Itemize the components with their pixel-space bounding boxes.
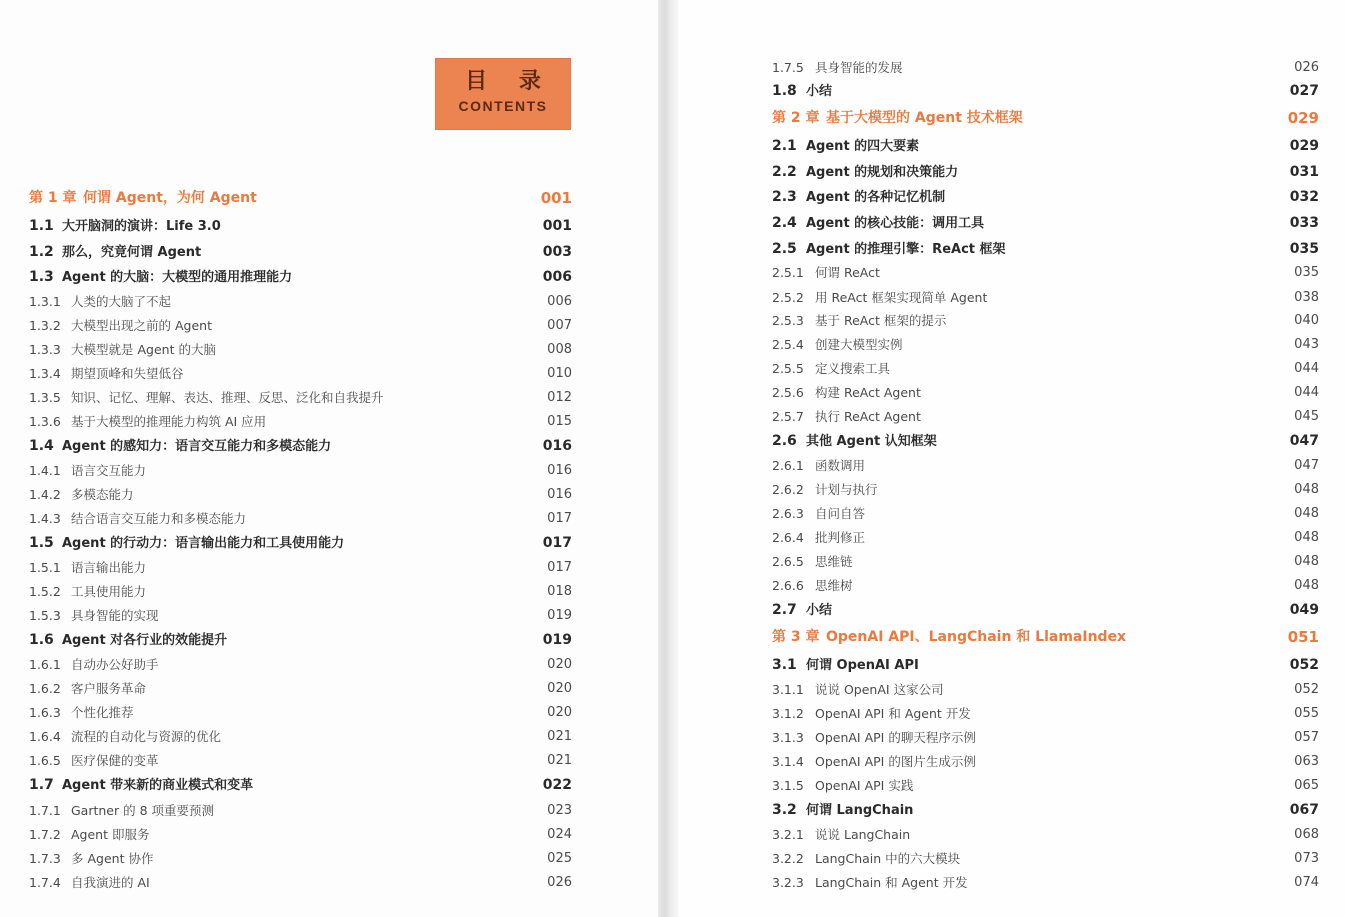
toc-page-number: 035 — [1294, 265, 1319, 280]
toc-subsection — [772, 334, 1319, 356]
toc-page-number: 017 — [547, 511, 572, 526]
toc-number: 2.5.1 — [772, 265, 804, 280]
toc-title: 说说 LangChain — [815, 827, 911, 842]
toc-subsection — [772, 848, 1319, 870]
toc-chapter — [772, 107, 1319, 129]
toc-title: 语言输出能力 — [71, 560, 147, 575]
toc-page-number: 065 — [1294, 778, 1319, 793]
toc-title: 函数调用 — [815, 458, 866, 473]
toc-number: 3.1.4 — [772, 754, 804, 769]
toc-section — [29, 435, 572, 457]
toc-title: 自问自答 — [815, 506, 866, 521]
toc-title: 小结 — [806, 603, 833, 618]
toc-number: 1.7.2 — [29, 827, 61, 842]
toc-title: 计划与执行 — [815, 482, 878, 497]
toc-subsection — [29, 848, 572, 870]
toc-number: 1.5 — [29, 535, 54, 551]
toc-number: 1.7 — [29, 777, 54, 793]
toc-subsection — [29, 363, 572, 385]
toc-subsection — [29, 291, 572, 313]
toc-page-number: 052 — [1289, 657, 1319, 673]
toc-number: 3.1.3 — [772, 730, 804, 745]
toc-subsection — [772, 775, 1319, 797]
toc-title: 创建大模型实例 — [815, 337, 903, 352]
contents-banner — [435, 58, 571, 130]
toc-subsection — [29, 654, 572, 676]
toc-title: Agent 的推理引擎：ReAct 框架 — [806, 242, 1006, 257]
toc-page-number: 074 — [1294, 875, 1319, 890]
toc-title: OpenAI API 实践 — [815, 778, 914, 793]
toc-page-number: 019 — [547, 608, 572, 623]
toc-number: 1.6.1 — [29, 657, 61, 672]
toc-section — [772, 80, 1319, 102]
toc-title: 说说 OpenAI 这家公司 — [815, 682, 944, 697]
toc-section — [772, 430, 1319, 452]
toc-subsection — [29, 702, 572, 724]
toc-title: 人类的大脑了不起 — [71, 294, 172, 309]
toc-page-number: 008 — [547, 342, 572, 357]
toc-page-number: 029 — [1289, 138, 1319, 154]
toc-subsection — [29, 315, 572, 337]
toc-page-number: 016 — [547, 463, 572, 478]
toc-number: 2.6.4 — [772, 530, 804, 545]
toc-number: 1.4 — [29, 438, 54, 454]
toc-page-number: 020 — [547, 681, 572, 696]
toc-section — [772, 186, 1319, 208]
toc-number: 1.7.4 — [29, 875, 61, 890]
toc-section — [29, 266, 572, 288]
toc-number: 1.3.5 — [29, 390, 61, 405]
toc-subsection — [772, 358, 1319, 380]
toc-subsection — [29, 678, 572, 700]
toc-number: 1.7.1 — [29, 803, 61, 818]
toc-section — [772, 161, 1319, 183]
toc-title: LangChain 中的六大模块 — [815, 851, 961, 866]
toc-number: 3.2.3 — [772, 875, 804, 890]
toc-page-number: 047 — [1294, 458, 1319, 473]
toc-subsection — [772, 455, 1319, 477]
toc-number: 3.1 — [772, 657, 797, 673]
toc-section — [772, 599, 1319, 621]
toc-number: 3.1.5 — [772, 778, 804, 793]
toc-page-number: 017 — [547, 560, 572, 575]
toc-page-number: 055 — [1294, 706, 1319, 721]
toc-number: 2.6.3 — [772, 506, 804, 521]
toc-number: 3.2.2 — [772, 851, 804, 866]
toc-page-number: 007 — [547, 318, 572, 333]
toc-page-number: 027 — [1289, 83, 1319, 99]
toc-title: 小结 — [806, 84, 833, 99]
toc-subsection — [772, 262, 1319, 284]
toc-page-number: 063 — [1294, 754, 1319, 769]
toc-page-number: 021 — [547, 753, 572, 768]
toc-number: 2.3 — [772, 189, 797, 205]
toc-title: Agent 对各行业的效能提升 — [62, 633, 228, 648]
toc-subsection — [29, 557, 572, 579]
toc-number: 2.5 — [772, 241, 797, 257]
toc-section — [29, 532, 572, 554]
toc-title: 医疗保健的变革 — [71, 753, 159, 768]
toc-number: 2.2 — [772, 164, 797, 180]
toc-number: 2.5.5 — [772, 361, 804, 376]
toc-number: 1.5.1 — [29, 560, 61, 575]
toc-chapter — [29, 187, 572, 209]
toc-page-number: 003 — [542, 244, 572, 260]
toc-title: 基于 ReAct 框架的提示 — [815, 313, 947, 328]
toc-number: 1.3.6 — [29, 414, 61, 429]
toc-subsection — [29, 508, 572, 530]
toc-subsection — [772, 751, 1319, 773]
toc-subsection — [772, 575, 1319, 597]
toc-page-number: 015 — [547, 414, 572, 429]
toc-number: 2.5.3 — [772, 313, 804, 328]
toc-title: 大开脑洞的演讲：Life 3.0 — [62, 219, 221, 234]
toc-subsection — [772, 382, 1319, 404]
toc-page-number: 038 — [1294, 290, 1319, 305]
toc-page-number: 031 — [1289, 164, 1319, 180]
toc-number: 2.4 — [772, 215, 797, 231]
toc-page-number: 020 — [547, 705, 572, 720]
toc-page-number: 012 — [547, 390, 572, 405]
toc-subsection — [29, 484, 572, 506]
toc-page-number: 029 — [1287, 109, 1319, 127]
toc-number: 1.6.5 — [29, 753, 61, 768]
right-page — [678, 0, 1345, 917]
toc-page-number: 045 — [1294, 409, 1319, 424]
toc-page-number: 006 — [542, 269, 572, 285]
toc-page-number: 026 — [547, 875, 572, 890]
toc-number: 3.1.1 — [772, 682, 804, 697]
toc-subsection — [772, 503, 1319, 525]
toc-title: 执行 ReAct Agent — [815, 409, 921, 424]
toc-title: 基于大模型的推理能力构筑 AI 应用 — [71, 414, 267, 429]
toc-title: Agent 即服务 — [71, 827, 150, 842]
toc-page-number: 017 — [542, 535, 572, 551]
toc-title: 工具使用能力 — [71, 584, 147, 599]
toc-number: 2.1 — [772, 138, 797, 154]
toc-title: Agent 的规划和决策能力 — [806, 165, 959, 180]
toc-page-number: 067 — [1289, 802, 1319, 818]
toc-subsection — [772, 872, 1319, 894]
toc-title: 基于大模型的 Agent 技术框架 — [826, 110, 1023, 126]
toc-number: 1.6.3 — [29, 705, 61, 720]
toc-subsection — [772, 406, 1319, 428]
toc-page-number: 026 — [1294, 60, 1319, 75]
toc-page-number: 049 — [1289, 602, 1319, 618]
toc-title: Agent 的行动力：语言输出能力和工具使用能力 — [62, 536, 345, 551]
toc-subsection — [772, 703, 1319, 725]
toc-number: 3.1.2 — [772, 706, 804, 721]
toc-number: 1.3.4 — [29, 366, 61, 381]
toc-number: 1.7.5 — [772, 60, 804, 75]
toc-title: 语言交互能力 — [71, 463, 147, 478]
toc-page-number: 057 — [1294, 730, 1319, 745]
toc-section — [772, 135, 1319, 157]
toc-page-number: 048 — [1294, 482, 1319, 497]
toc-subsection — [29, 581, 572, 603]
toc-title: 个性化推荐 — [71, 705, 134, 720]
contents-title-en: CONTENTS — [458, 98, 548, 114]
toc-title: OpenAI API 的图片生成示例 — [815, 754, 976, 769]
toc-page-number: 048 — [1294, 578, 1319, 593]
toc-number: 1.5.2 — [29, 584, 61, 599]
toc-title: 那么，究竟何谓 Agent — [62, 245, 202, 260]
toc-subsection — [29, 824, 572, 846]
toc-number: 1.4.2 — [29, 487, 61, 502]
toc-title: OpenAI API 和 Agent 开发 — [815, 706, 971, 721]
toc-number: 3.2 — [772, 802, 797, 818]
toc-title: 客户服务革命 — [71, 681, 147, 696]
toc-title: 流程的自动化与资源的优化 — [71, 729, 222, 744]
toc-subsection — [772, 479, 1319, 501]
toc-number: 2.5.4 — [772, 337, 804, 352]
toc-page-number: 019 — [542, 632, 572, 648]
toc-title: 何谓 LangChain — [806, 803, 914, 818]
toc-number: 1.4.1 — [29, 463, 61, 478]
toc-number: 1.8 — [772, 83, 797, 99]
toc-page-number: 025 — [547, 851, 572, 866]
toc-number: 1.1 — [29, 218, 54, 234]
toc-page-number: 024 — [547, 827, 572, 842]
toc-subsection — [772, 287, 1319, 309]
toc-title: 用 ReAct 框架实现简单 Agent — [815, 290, 988, 305]
toc-page-number: 043 — [1294, 337, 1319, 352]
toc-number: 第 1 章 — [29, 190, 77, 206]
toc-number: 1.6.4 — [29, 729, 61, 744]
book-gutter — [658, 0, 678, 917]
toc-number: 1.7.3 — [29, 851, 61, 866]
toc-title: 具身智能的发展 — [815, 60, 903, 75]
toc-title: 结合语言交互能力和多模态能力 — [71, 511, 247, 526]
toc-title: Agent 的各种记忆机制 — [806, 190, 946, 205]
toc-number: 1.2 — [29, 244, 54, 260]
toc-page-number: 022 — [542, 777, 572, 793]
toc-subsection — [772, 551, 1319, 573]
toc-number: 2.7 — [772, 602, 797, 618]
toc-page-number: 047 — [1289, 433, 1319, 449]
toc-page-number: 052 — [1294, 682, 1319, 697]
toc-section — [29, 629, 572, 651]
toc-title: LangChain 和 Agent 开发 — [815, 875, 968, 890]
toc-title: Agent 的核心技能：调用工具 — [806, 216, 985, 231]
toc-page-number: 006 — [547, 294, 572, 309]
toc-title: 自我演进的 AI — [71, 875, 150, 890]
toc-number: 1.4.3 — [29, 511, 61, 526]
toc-number: 第 2 章 — [772, 110, 820, 126]
toc-chapter — [772, 626, 1319, 648]
toc-page-number: 035 — [1289, 241, 1319, 257]
toc-section — [772, 654, 1319, 676]
toc-title: OpenAI API、LangChain 和 LlamaIndex — [826, 629, 1127, 645]
toc-title: 知识、记忆、理解、表达、推理、反思、泛化和自我提升 — [71, 390, 384, 405]
toc-page-number: 044 — [1294, 361, 1319, 376]
toc-title: 多模态能力 — [71, 487, 134, 502]
toc-number: 2.5.7 — [772, 409, 804, 424]
contents-title-zh: 目 录 — [465, 69, 553, 94]
toc-title: 思维树 — [815, 578, 853, 593]
toc-number: 2.6.2 — [772, 482, 804, 497]
toc-title: OpenAI API 的聊天程序示例 — [815, 730, 976, 745]
toc-page-number: 051 — [1287, 628, 1319, 646]
toc-title: Agent 带来新的商业模式和变革 — [62, 778, 254, 793]
toc-subsection — [772, 57, 1319, 79]
left-page — [0, 0, 658, 917]
toc-page-number: 073 — [1294, 851, 1319, 866]
toc-number: 2.6.5 — [772, 554, 804, 569]
toc-title: 何谓 ReAct — [815, 265, 880, 280]
toc-number: 2.5.2 — [772, 290, 804, 305]
toc-subsection — [29, 387, 572, 409]
toc-section — [772, 799, 1319, 821]
toc-section — [29, 241, 572, 263]
toc-subsection — [29, 411, 572, 433]
toc-title: 批判修正 — [815, 530, 866, 545]
toc-number: 2.6.6 — [772, 578, 804, 593]
toc-page-number: 032 — [1289, 189, 1319, 205]
toc-number: 3.2.1 — [772, 827, 804, 842]
toc-number: 第 3 章 — [772, 629, 820, 645]
toc-title: 期望顶峰和失望低谷 — [71, 366, 184, 381]
toc-number: 1.5.3 — [29, 608, 61, 623]
toc-subsection — [772, 527, 1319, 549]
toc-page-number: 044 — [1294, 385, 1319, 400]
toc-subsection — [29, 800, 572, 822]
toc-page-number: 048 — [1294, 530, 1319, 545]
toc-page-number: 016 — [542, 438, 572, 454]
toc-page-number: 001 — [540, 189, 572, 207]
toc-title: 自动办公好助手 — [71, 657, 159, 672]
toc-title: 其他 Agent 认知框架 — [806, 434, 937, 449]
toc-page-number: 010 — [547, 366, 572, 381]
toc-number: 1.3.1 — [29, 294, 61, 309]
toc-subsection — [29, 872, 572, 894]
toc-number: 1.6.2 — [29, 681, 61, 696]
toc-subsection — [29, 339, 572, 361]
toc-title: 思维链 — [815, 554, 853, 569]
toc-subsection — [772, 727, 1319, 749]
toc-page-number: 021 — [547, 729, 572, 744]
toc-title: Gartner 的 8 项重要预测 — [71, 803, 215, 818]
toc-section — [772, 212, 1319, 234]
toc-page-number: 023 — [547, 803, 572, 818]
toc-page-number: 033 — [1289, 215, 1319, 231]
toc-section — [772, 238, 1319, 260]
toc-page-number: 020 — [547, 657, 572, 672]
toc-title: 构建 ReAct Agent — [815, 385, 921, 400]
toc-title: Agent 的大脑：大模型的通用推理能力 — [62, 270, 293, 285]
toc-number: 2.5.6 — [772, 385, 804, 400]
toc-page-number: 018 — [547, 584, 572, 599]
toc-title: Agent 的感知力：语言交互能力和多模态能力 — [62, 439, 332, 454]
toc-subsection — [29, 750, 572, 772]
toc-title: 定义搜索工具 — [815, 361, 891, 376]
toc-title: 何谓 OpenAI API — [806, 658, 919, 673]
toc-subsection — [29, 605, 572, 627]
toc-subsection — [772, 679, 1319, 701]
toc-subsection — [772, 310, 1319, 332]
toc-page-number: 068 — [1294, 827, 1319, 842]
toc-subsection — [29, 460, 572, 482]
toc-page-number: 040 — [1294, 313, 1319, 328]
toc-subsection — [772, 824, 1319, 846]
toc-number: 1.3 — [29, 269, 54, 285]
toc-page-number: 048 — [1294, 554, 1319, 569]
toc-number: 1.3.2 — [29, 318, 61, 333]
toc-number: 1.6 — [29, 632, 54, 648]
toc-title: 具身智能的实现 — [71, 608, 159, 623]
toc-title: 大模型出现之前的 Agent — [71, 318, 212, 333]
toc-number: 2.6 — [772, 433, 797, 449]
toc-page-number: 048 — [1294, 506, 1319, 521]
toc-title: 大模型就是 Agent 的大脑 — [71, 342, 216, 357]
toc-subsection — [29, 726, 572, 748]
toc-title: 何谓 Agent，为何 Agent — [83, 190, 257, 206]
toc-page-number: 001 — [542, 218, 572, 234]
toc-section — [29, 774, 572, 796]
toc-title: 多 Agent 协作 — [71, 851, 154, 866]
toc-number: 1.3.3 — [29, 342, 61, 357]
toc-title: Agent 的四大要素 — [806, 139, 920, 154]
toc-section — [29, 215, 572, 237]
toc-page-number: 016 — [547, 487, 572, 502]
toc-number: 2.6.1 — [772, 458, 804, 473]
